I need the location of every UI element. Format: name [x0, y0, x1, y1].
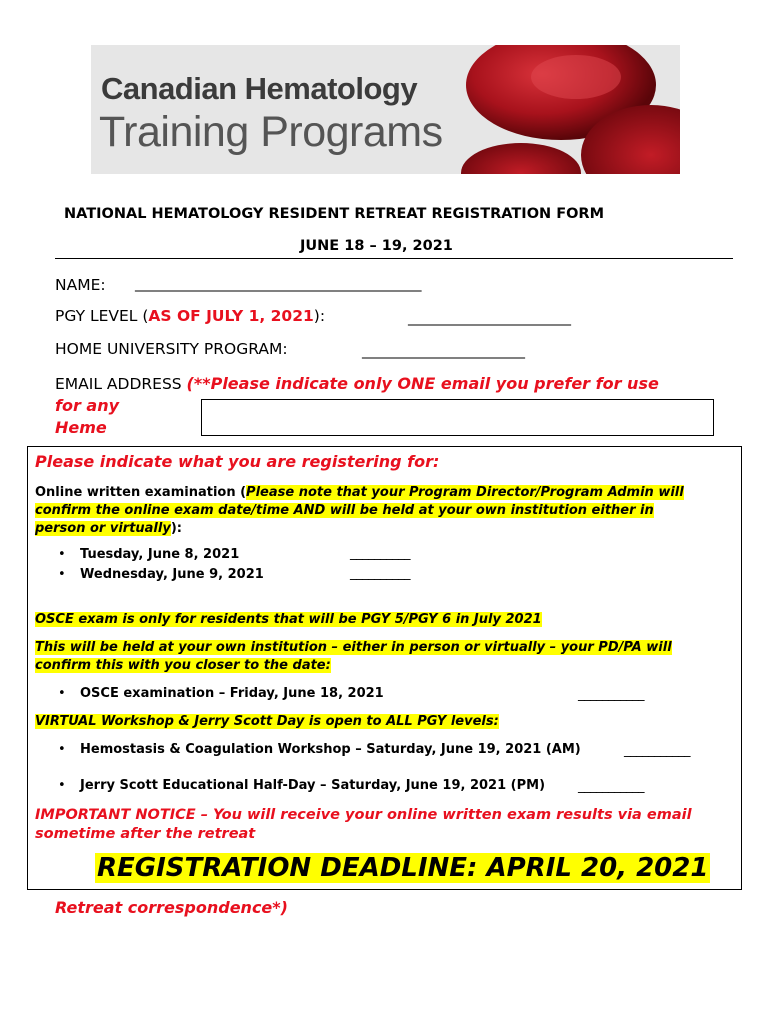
logo-title-line2: Training Programs — [99, 108, 443, 156]
option-osce-field[interactable]: ___________ — [578, 687, 644, 702]
bullet-icon: • — [58, 567, 66, 582]
pgy-label: PGY LEVEL (AS OF JULY 1, 2021): — [55, 307, 326, 325]
email-note-cont2: Heme — [55, 418, 107, 437]
bullet-icon: • — [58, 778, 66, 793]
registration-deadline: REGISTRATION DEADLINE: APRIL 20, 2021 — [97, 853, 709, 883]
osce-held-notice: This will be held at your own institution – either in person or virtually – your PD/PA will confirm this with you closer to the date: — [35, 640, 672, 673]
title-divider — [55, 258, 733, 259]
registration-heading: Please indicate what you are registering for: — [35, 452, 440, 471]
bullet-icon: • — [58, 742, 66, 757]
option-workshop-field[interactable]: ___________ — [624, 743, 690, 758]
option-tuesday-field[interactable]: __________ — [350, 546, 410, 561]
logo-banner — [91, 45, 680, 174]
email-note-cont1: for any — [55, 396, 120, 415]
bullet-icon: • — [58, 686, 66, 701]
option-halfday-field[interactable]: ___________ — [578, 779, 644, 794]
option-halfday-label: Jerry Scott Educational Half-Day – Saturday, June 19, 2021 (PM) — [80, 778, 546, 793]
virtual-notice: VIRTUAL Workshop & Jerry Scott Day is open to ALL PGY levels: — [35, 714, 499, 729]
home-program-label: HOME UNIVERSITY PROGRAM: — [55, 340, 288, 358]
form-dates: JUNE 18 – 19, 2021 — [300, 238, 453, 254]
option-wednesday-label: Wednesday, June 9, 2021 — [80, 567, 264, 582]
option-osce-label: OSCE examination – Friday, June 18, 2021 — [80, 686, 384, 701]
option-wednesday-field[interactable]: __________ — [350, 566, 410, 581]
option-workshop-label: Hemostasis & Coagulation Workshop – Saturday, June 19, 2021 (AM) — [80, 742, 581, 757]
osce-notice: OSCE exam is only for residents that will be PGY 5/PGY 6 in July 2021 — [35, 612, 542, 627]
written-exam-block: Online written examination (Please note that your Program Director/Program Admin will confirm the online exam date/time AND will be held at your own institution either in person or virtually): — [35, 485, 684, 536]
retreat-correspondence-note: Retreat correspondence*) — [55, 898, 288, 917]
email-input[interactable] — [201, 399, 714, 436]
pgy-field[interactable]: _________________________ — [408, 310, 571, 326]
logo-title-line1: Canadian Hematology — [101, 71, 418, 106]
email-label: EMAIL ADDRESS (**Please indicate only ONE email you prefer for use — [55, 374, 659, 393]
name-label: NAME: — [55, 276, 106, 294]
name-field[interactable]: ____________________________________________ — [135, 276, 421, 292]
option-tuesday-label: Tuesday, June 8, 2021 — [80, 547, 240, 562]
bullet-icon: • — [58, 547, 66, 562]
form-title: NATIONAL HEMATOLOGY RESIDENT RETREAT REGISTRATION FORM — [64, 206, 605, 222]
home-program-field[interactable]: _________________________ — [362, 343, 525, 359]
important-notice: IMPORTANT NOTICE – You will receive your online written exam results via email sometime after the retreat — [35, 807, 692, 842]
